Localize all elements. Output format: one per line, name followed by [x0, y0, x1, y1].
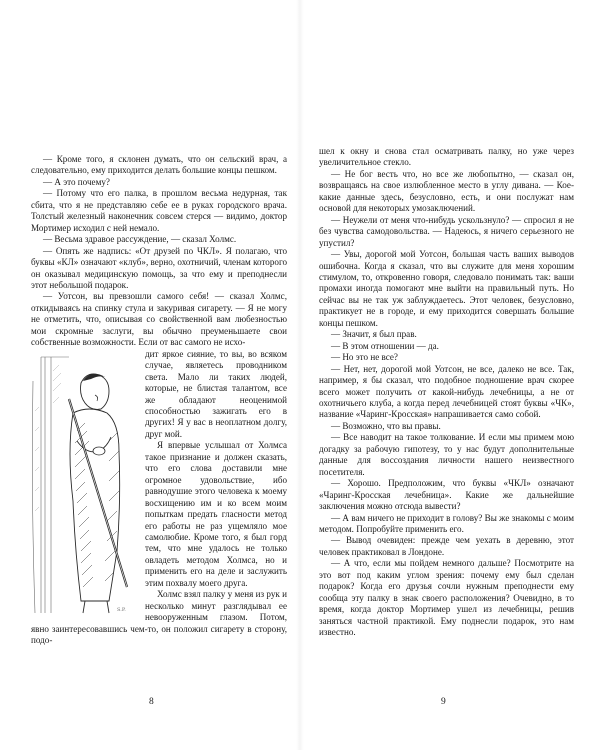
paragraph: шел к окну и снова стал осматривать палку, но уже через увеличительное стекло. — [319, 146, 574, 168]
paragraph: — Неужели от меня что-нибудь ускользнуло? — спросил я не без чувства самодовольства. — Надеюсь, я ничего серьезного не упустил? — [319, 214, 574, 248]
paragraph: — Возможно, что вы правы. — [331, 420, 441, 431]
paragraph: — А что, если мы пойдем немного дальше? Посмотрите на это вот под каким углом зрения: почему ему был сделан подарок? Когда его друзья сочли нужным преподнести ему сообща эту палку в знак своего расположения? Очевидно, в то время, когда доктор Мортимер ушел из лечебницы, решив заняться частной практикой. Ему поднесли подарок, это нам известно. — [319, 558, 574, 638]
paragraph: — Но это не все? — [331, 352, 398, 363]
paragraph: — Увы, дорогой мой Уотсон, большая часть ваших выводов ошибочна. Когда я сказал, что вы служите для меня хорошим стимулом, то, откровенно говоря, следовало понимать так: ваши промахи иногда помогают мне выйти на правильный путь. Но сейчас вы не так уж заблуждаетесь. Этот человек, безусловно, практикует не в городе, и ему приходится совершать большие концы пешком. — [319, 249, 574, 328]
paragraph: — Весьма здравое рассуждение, — сказал Холмс. — [43, 234, 237, 245]
paragraph: — Уотсон, вы превзошли самого себя! — сказал Холмс, откидываясь на спинку стула и закуривая сигарету. — Я не могу не отметить, что, описывая со свойственной вам любезностью мои скромные заслуги, вы обычно преуменьшаете свои собственные возможности. Если от вас самого не исхо- — [31, 291, 287, 348]
paragraph: — Нет, нет, дорогой мой Уотсон, не все, далеко не все. Так, например, я бы сказал, что подобное подношение врач скорее всего может получить от какой-нибудь лечебницы, а не от охотничьего клуба, а когда перед лечебницей стоят буквы «ЧК», название «Чаринг-Кросская» напрашивается само собой. — [319, 363, 574, 420]
paragraph: — А вам ничего не приходит в голову? Вы же знакомы с моим методом. Попробуйте применить его. — [319, 512, 574, 534]
svg-text:S.P.: S.P. — [117, 606, 126, 613]
paragraph: — Кроме того, я склонен думать, что он сельский врач, а следовательно, ему приходится делать большие концы пешком. — [31, 154, 287, 176]
paragraph: Холмс взял палку у меня из рук и несколько минут разглядывал ее невооруженным глазом. Потом, явно заинтересовавшись чем-то, он положил сигарету в сторону, подо- — [31, 589, 287, 646]
left-page-text — [31, 154, 287, 646]
illustration-wrap-block — [31, 349, 287, 647]
page-number-right: 9 — [441, 697, 446, 707]
paragraph: — Хорошо. Предположим, что буквы «ЧКЛ» означают «Чаринг-Кросская лечебница». Какие же дальнейшие заключения можно отсюда вывести? — [319, 478, 574, 512]
paragraph: — Значит, я был прав. — [331, 329, 417, 340]
book-gutter — [296, 0, 304, 750]
right-page-text — [319, 146, 574, 638]
page-number-left: 8 — [149, 697, 154, 707]
paragraph: Я впервые услышал от Холмса такое признание и должен сказать, что его слова доставили мне огромное удовольствие, ибо равнодушие этого человека к моему восхищению им и ко всем моим попыткам предать гласности метод его работы не раз ущемляло мое самолюбие. Кроме того, я был горд тем, что мне удалось не только овладеть методом Холмса, но и применить его на деле и заслужить этим похвалу моего друга. — [145, 440, 287, 588]
paragraph: — Опять же надпись: «От друзей по ЧКЛ». Я полагаю, что буквы «КЛ» означают «клуб», верно, охотничий, членам которого он оказывал медицинскую помощь, за что ему и преподнесли этот небольшой подарок. — [31, 245, 287, 290]
paragraph: — А это почему? — [43, 176, 110, 187]
paragraph: — Не бог весть что, но все же любопытно, — сказал он, возвращаясь на свое излюбленное место в углу дивана. — Кое-какие данные здесь, безусловно, есть, и они послужат нам основой для некоторых умозаключений. — [319, 168, 574, 214]
paragraph: — В этом отношении — да. — [331, 340, 439, 351]
holmes-with-cane-illustration-icon — [29, 351, 139, 619]
paragraph: дит яркое сияние, то вы, во всяком случае, являетесь проводником света. Мало ли таких людей, которые, не блистая талантом, все же обладают неоценимой способностью зажигать его в других! Я у вас в неоплатном долгу, друг мой. — [145, 348, 287, 439]
paragraph: — Вывод очевиден: прежде чем уехать в деревню, этот человек практиковал в Лондоне. — [319, 535, 574, 557]
paragraph: — Потому что его палка, в прошлом весьма недурная, так сбита, что я не представляю себе ее в руках городского врача. Толстый железный наконечник совсем стерся — видимо, доктор Мортимер исходил с ней немало. — [31, 188, 287, 233]
paragraph: — Все наводит на такое толкование. И если мы примем мою догадку за рабочую гипотезу, то у нас будут дополнительные данные для воссоздания личности нашего неизвестного посетителя. — [319, 432, 574, 477]
